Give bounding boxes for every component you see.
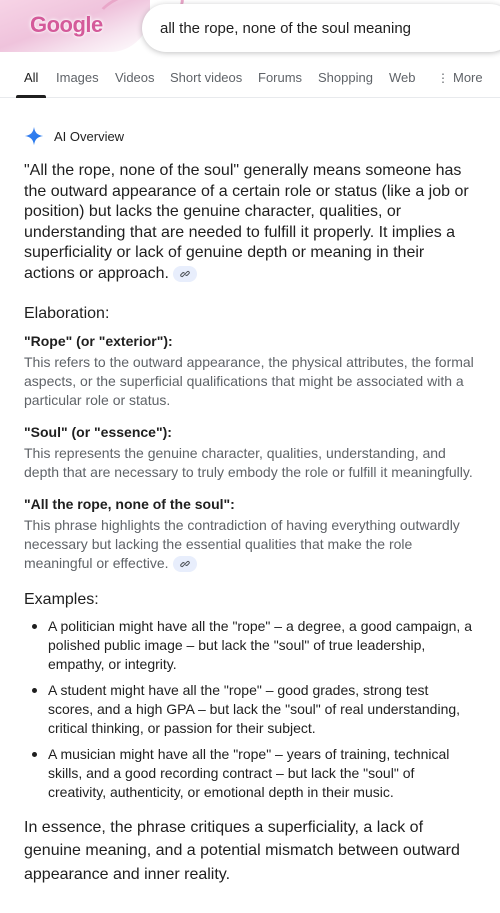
search-tabs	[0, 58, 500, 98]
ai-overview-label: AI Overview	[54, 128, 125, 144]
sparkle-icon	[24, 126, 44, 146]
tab-web[interactable]	[389, 58, 416, 98]
source-link-chip[interactable]	[173, 266, 197, 282]
term-phrase: "All the rope, none of the soul":	[24, 495, 235, 512]
tab-short-videos[interactable]	[170, 58, 242, 98]
summary-paragraph: In essence, the phrase critiques a superficiality, a lack of genuine meaning, and a potential mismatch between outward appearance and inner reality.	[24, 818, 460, 883]
tab-images[interactable]	[56, 58, 99, 98]
link-icon	[180, 559, 190, 569]
tab-label: All	[24, 70, 39, 85]
tab-label: Web	[389, 70, 416, 85]
tab-label: Forums	[258, 70, 303, 85]
list-item: A musician might have all the "rope" – years of training, technical skills, and a good recording contract – but lack the "soul" of creativity, authenticity, or emotional depth in their music.	[24, 745, 476, 802]
tab-label: Videos	[115, 70, 155, 85]
examples-heading: Examples:	[24, 590, 99, 608]
tab-videos[interactable]	[115, 58, 155, 98]
search-box[interactable]	[142, 4, 500, 52]
header	[0, 0, 500, 58]
tab-forums[interactable]	[258, 58, 302, 98]
tab-more[interactable]	[437, 58, 483, 98]
ai-overview-panel	[24, 122, 476, 886]
list-item: A student might have all the "rope" – good grades, strong test scores, and a high GPA – but lack the "soul" of real understanding, critical thinking, or passion for their subject.	[24, 681, 476, 738]
list-item: A politician might have all the "rope" – a degree, a good campaign, a polished public image – but lack the "soul" of true leadership, empathy, or integrity.	[24, 617, 476, 674]
ai-overview-header	[24, 122, 476, 150]
source-link-chip[interactable]	[173, 556, 197, 572]
tab-label: Short videos	[170, 70, 243, 85]
tab-all[interactable]	[24, 58, 38, 98]
examples-list	[24, 617, 476, 802]
term-phrase-description-text: This phrase highlights the contradiction of having everything outwardly necessary but lacking the essential qualities that make the role meaningful or effective.	[24, 516, 460, 571]
search-input[interactable]: all the rope, none of the soul meaning	[160, 19, 412, 37]
term-rope-description: This refers to the outward appearance, the physical attributes, the formal aspects, or the superficial qualifications that might be associated with a particular role or status.	[24, 353, 474, 408]
link-icon	[180, 269, 190, 279]
tab-label: Shopping	[318, 70, 373, 85]
term-phrase-description	[24, 516, 476, 573]
term-soul: "Soul" (or "essence"):	[24, 423, 172, 440]
elaboration-heading: Elaboration:	[24, 304, 110, 322]
more-vert-icon: ⋮	[437, 70, 449, 85]
term-soul-description: This represents the genuine character, qualities, understanding, and depth that are necessary to truly embody the role or fulfill it meaningfully.	[24, 444, 473, 480]
tab-shopping[interactable]	[318, 58, 373, 98]
tab-label: Images	[56, 70, 99, 85]
lead-text: "All the rope, none of the soul" generally means someone has the outward appearance of a certain role or status (like a job or position) but lacks the genuine character, qualities, or understanding that are needed to fulfill it properly. It implies a superficiality or lack of genuine depth or meaning in their actions or approach.	[24, 162, 469, 282]
overview-lead-paragraph	[24, 161, 476, 285]
google-doodle-logo[interactable]: Google	[30, 12, 103, 37]
term-rope: "Rope" (or "exterior"):	[24, 332, 173, 349]
tab-label: More	[453, 70, 483, 85]
